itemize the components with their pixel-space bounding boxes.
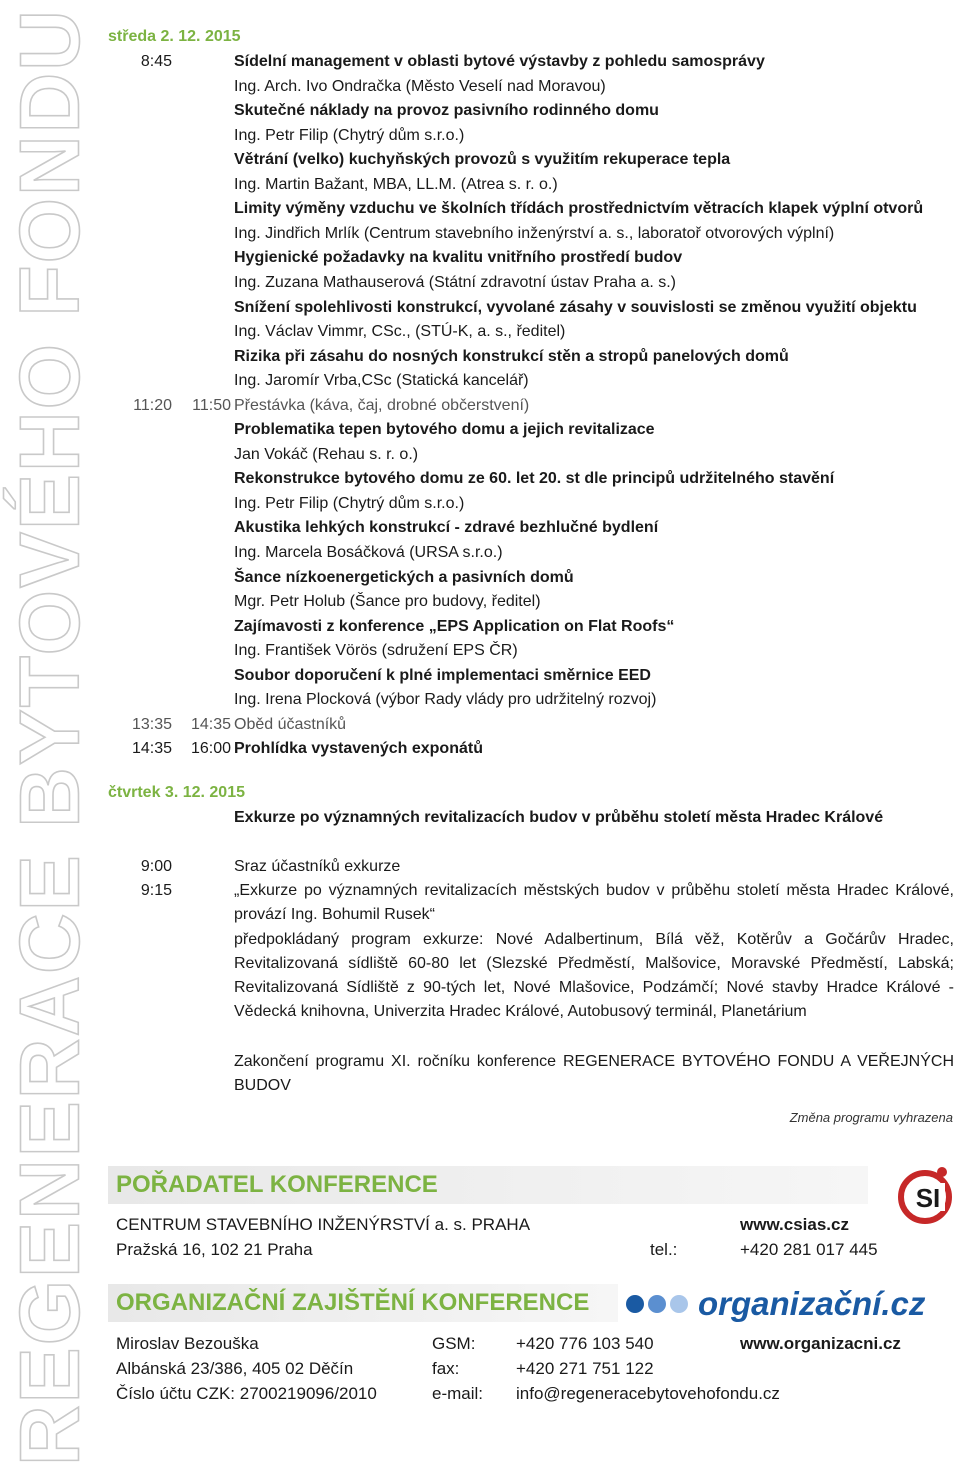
dot-icon — [648, 1295, 666, 1313]
email-label: e-mail: — [432, 1384, 484, 1403]
gsm-label: GSM: — [432, 1334, 476, 1353]
speaker: Jan Vokáč (Rehau s. r. o.) — [234, 445, 419, 463]
speaker: Ing. František Vörös (sdružení EPS ČR) — [234, 642, 518, 660]
talk-title: Problematika tepen bytového domu a jejich revitalizace — [234, 421, 655, 439]
organizer-heading: POŘADATEL KONFERENCE — [108, 1166, 868, 1204]
time-start: 13:35 — [131, 715, 172, 733]
change-note: Změna programu vyhrazena — [789, 1110, 953, 1125]
time-start: 9:00 — [140, 858, 172, 875]
speaker: Oběd účastníků — [234, 715, 347, 733]
csi-logo — [895, 1165, 955, 1225]
contact-person: Miroslav Bezouška — [116, 1334, 259, 1353]
dot-icon — [626, 1295, 644, 1313]
talk-title: Zajímavosti z konference „EPS Application on Flat Roofs“ — [234, 617, 675, 635]
organizer-tel-label: tel.: — [650, 1240, 678, 1259]
side-title: REGENERACE BYTOVÉHO FONDU — [2, 8, 97, 1466]
tour-program: předpokládaný program exkurze: Nové Adalbertinum, Bílá věž, Kotěrův a Gočárův Hradec, Revitalizovaná sídliště 60-80 let (Slezské Předměstí, Malšovice, Moravské Předměstí, Labská; Revitalizovaná Sídliště z 90-tých let, Nové Mlašovice, Podzámčí; Nové stavby Hradce Králové - Vědecká knihovna, Univerzita Hradec Králové, Autobusový terminál, Planetárium — [234, 931, 954, 1020]
talk-title: Limity výměny vzduchu ve školních třídách prostřednictvím větracích klapek výplní otvorů — [234, 200, 924, 218]
organizacni-logo-text: organizační.cz — [698, 1285, 926, 1322]
speaker: Mgr. Petr Holub (Šance pro budovy, ředitel) — [234, 593, 541, 611]
talk-title: Snížení spolehlivosti konstrukcí, vyvolané zásahy v souvislosti se změnou využití objektu — [234, 298, 917, 316]
organizacni-logo — [626, 1285, 925, 1321]
organizer-web[interactable]: www.csias.cz — [740, 1215, 849, 1234]
talk-title: Šance nízkoenergetických a pasivních domů — [234, 568, 574, 586]
speaker: Přestávka (káva, čaj, drobné občerstvení) — [234, 396, 530, 414]
time-start: 9:15 — [140, 882, 172, 899]
talk-title: Sídelní management v oblasti bytové výstavby z pohledu samosprávy — [234, 53, 765, 70]
time-end: 11:50 — [192, 396, 231, 414]
time-start: 11:20 — [133, 396, 172, 414]
excursion-heading: Exkurze po významných revitalizacích budov v průběhu století města Hradec Králové — [234, 809, 884, 826]
email-value[interactable]: info@regeneracebytovehofondu.cz — [516, 1384, 780, 1403]
speaker: Ing. Petr Filip (Chytrý dům s.r.o.) — [234, 494, 465, 512]
time-start: 14:35 — [131, 740, 172, 758]
speaker: Ing. Irena Plocková (výbor Rady vlády pro udržitelný rozvoj) — [234, 691, 657, 709]
organizacni-web[interactable]: www.organizacni.cz — [740, 1334, 901, 1353]
talk-title: Soubor doporučení k plné implementaci směrnice EED — [234, 666, 651, 684]
talk-title: Hygienické požadavky na kvalitu vnitřního prostředí budov — [234, 249, 683, 267]
dot-icon — [670, 1295, 688, 1313]
org-support-heading: ORGANIZAČNÍ ZAJIŠTĚNÍ KONFERENCE — [108, 1284, 618, 1322]
speaker: Ing. Václav Vimmr, CSc., (STÚ-K, a. s., ředitel) — [234, 323, 566, 341]
speaker: Ing. Jaromír Vrba,CSc (Statická kancelář) — [234, 372, 529, 390]
speaker: Ing. Martin Bažant, MBA, LL.M. (Atrea s. r. o.) — [234, 175, 558, 193]
speaker: Ing. Arch. Ivo Ondračka (Město Veselí nad Moravou) — [234, 77, 606, 95]
time-end: 14:35 — [190, 715, 231, 733]
talk-title: Prohlídka vystavených exponátů — [234, 740, 483, 758]
day2-label: čtvrtek 3. 12. 2015 — [108, 784, 245, 801]
contact-address: Albánská 23/386, 405 02 Děčín — [116, 1359, 354, 1378]
gsm-value: +420 776 103 540 — [516, 1334, 654, 1353]
talk-title: Rekonstrukce bytového domu ze 60. let 20. st dle principů udržitelného stavění — [234, 470, 835, 488]
speaker: Ing. Petr Filip (Chytrý dům s.r.o.) — [234, 126, 465, 144]
time-end: 16:00 — [190, 740, 231, 758]
csi-logo-text: SI — [915, 1183, 941, 1213]
talk-title: Větrání (velko) kuchyňských provozů s využitím rekuperace tepla — [234, 151, 731, 169]
fax-label: fax: — [432, 1359, 460, 1378]
meet-text: Sraz účastníků exkurze — [234, 858, 401, 875]
talk-title: Akustika lehkých konstrukcí - zdravé bezhlučné bydlení — [234, 519, 659, 537]
speaker: Ing. Zuzana Mathauserová (Státní zdravotní ústav Praha a. s.) — [234, 273, 677, 291]
organizer-address: Pražská 16, 102 21 Praha — [116, 1240, 313, 1259]
time-start: 8:45 — [140, 53, 172, 70]
speaker: Ing. Marcela Bosáčková (URSA s.r.o.) — [234, 544, 503, 561]
day1-label: středa 2. 12. 2015 — [108, 28, 241, 45]
fax-value: +420 271 751 122 — [516, 1359, 654, 1378]
organizer-tel: +420 281 017 445 — [740, 1240, 878, 1259]
closing-text: Zakončení programu XI. ročníku konference REGENERACE BYTOVÉHO FONDU A VEŘEJNÝCH BUDOV — [234, 1053, 954, 1094]
talk-title: Skutečné náklady na provoz pasivního rodinného domu — [234, 102, 659, 120]
talk-title: Rizika při zásahu do nosných konstrukcí stěn a stropů panelových domů — [234, 347, 789, 365]
organizer-name: CENTRUM STAVEBNÍHO INŽENÝRSTVÍ a. s. PRAHA — [116, 1215, 531, 1234]
tour-text: „Exkurze po významných revitalizacích městských budov v průběhu století města Hradec Králové, provází Ing. Bohumil Rusek“ — [234, 882, 954, 923]
speaker: Ing. Jindřich Mrlík (Centrum stavebního inženýrství a. s., laboratoř otvorových výplní) — [234, 224, 835, 242]
bank-account: Číslo účtu CZK: 2700219096/2010 — [116, 1384, 377, 1403]
